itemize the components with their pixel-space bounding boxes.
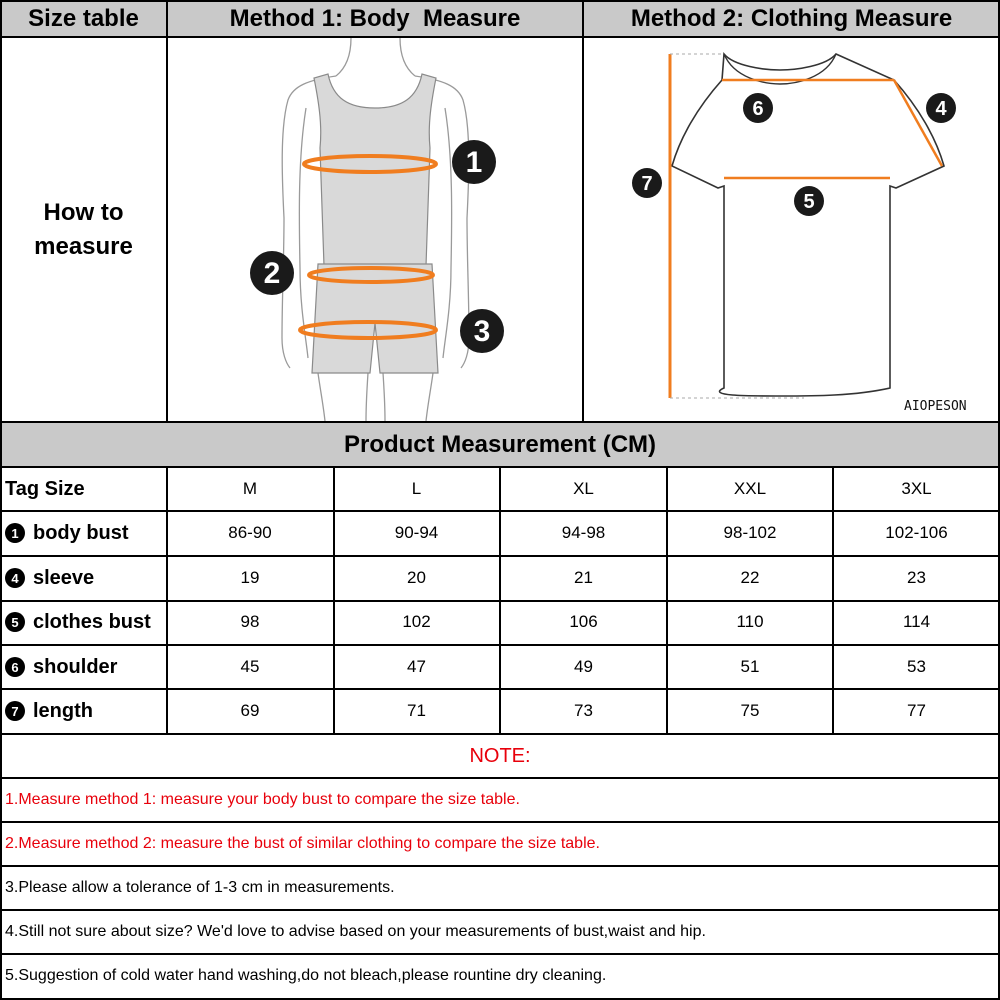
grid-vline xyxy=(333,466,335,733)
row-label-length xyxy=(0,689,172,733)
row-label-text: sleeve xyxy=(33,566,95,589)
method1-title: Method 1: Body Measure xyxy=(229,4,521,32)
row-label-text: body bust xyxy=(33,521,129,544)
note-line-2: 2.Measure method 2: measure the bust of similar clothing to compare the size table. xyxy=(5,835,600,852)
row-label-sleeve xyxy=(0,556,172,600)
table-cell: 110 xyxy=(736,612,764,631)
body-measure-illustration xyxy=(168,38,582,421)
grid-hline xyxy=(0,865,1000,867)
svg-text:1: 1 xyxy=(465,146,483,179)
svg-text:3: 3 xyxy=(473,315,491,348)
grid-vline xyxy=(166,0,168,421)
header-method1 xyxy=(167,0,583,37)
table-cell: 53 xyxy=(907,657,926,676)
size-M: M xyxy=(242,479,258,498)
table-cell: 19 xyxy=(240,568,260,587)
marker-4 xyxy=(926,93,956,123)
brand-label: AIOPESON xyxy=(904,399,967,414)
table-cell: 23 xyxy=(907,568,926,587)
marker-1 xyxy=(452,140,496,184)
grid-hline xyxy=(0,36,1000,38)
table-cell: 102 xyxy=(402,612,431,631)
size-table-title: Size table xyxy=(28,4,139,32)
table-cell: 49 xyxy=(574,657,593,676)
marker-5 xyxy=(794,186,824,216)
table-cell: 114 xyxy=(902,612,931,631)
table-cell: 47 xyxy=(407,657,426,676)
marker-7 xyxy=(632,168,662,198)
row-label-text: length xyxy=(33,699,93,722)
table-cell: 102-106 xyxy=(885,523,948,542)
grid-hline xyxy=(0,909,1000,911)
marker-6 xyxy=(743,93,773,123)
svg-text:2: 2 xyxy=(263,257,281,290)
svg-text:6: 6 xyxy=(752,98,764,120)
grid-hline xyxy=(0,0,1000,2)
grid-hline xyxy=(0,733,1000,735)
header-method2 xyxy=(583,0,1000,37)
tag-size-label: Tag Size xyxy=(5,477,85,500)
table-cell: 51 xyxy=(740,657,760,676)
table-cell: 98-102 xyxy=(723,523,777,542)
row-label-shoulder xyxy=(0,645,172,689)
row-label-text: shoulder xyxy=(33,655,118,678)
note-line-1: 1.Measure method 1: measure your body bust to compare the size table. xyxy=(5,791,520,808)
table-cell: 94-98 xyxy=(561,523,606,542)
row-number-badge: 5 xyxy=(5,612,25,632)
note-title: NOTE: xyxy=(469,744,531,767)
grid-hline xyxy=(0,777,1000,779)
svg-text:7: 7 xyxy=(641,173,653,195)
marker-3 xyxy=(460,309,504,353)
how-to-measure-label xyxy=(0,37,167,422)
size-XXL: XXL xyxy=(733,479,767,498)
table-cell: 71 xyxy=(407,701,426,720)
row-label-body-bust xyxy=(0,511,172,555)
note-line-5: 5.Suggestion of cold water hand washing,do not bleach,please rountine dry cleaning. xyxy=(5,967,607,984)
table-cell: 106 xyxy=(569,612,598,631)
svg-text:4: 4 xyxy=(935,98,947,120)
note-line-4: 4.Still not sure about size? We'd love to advise based on your measurements of bust,waist and hip. xyxy=(5,923,706,940)
table-cell: 21 xyxy=(574,568,593,587)
row-number-badge: 1 xyxy=(5,523,25,543)
row-number-badge: 4 xyxy=(5,568,25,588)
table-cell: 86-90 xyxy=(228,523,272,542)
header-size-table xyxy=(0,0,167,37)
row-label-clothes-bust xyxy=(0,600,172,644)
row-label-text: clothes bust xyxy=(33,610,151,633)
grid-vline xyxy=(0,0,2,1000)
table-cell: 75 xyxy=(740,701,760,720)
row-number-badge: 6 xyxy=(5,657,25,677)
how-to-line2: measure xyxy=(34,232,133,260)
marker-2 xyxy=(250,251,294,295)
method2-title: Method 2: Clothing Measure xyxy=(630,4,953,32)
grid-hline xyxy=(0,953,1000,955)
table-cell: 69 xyxy=(240,701,260,720)
product-measurement-title: Product Measurement (CM) xyxy=(343,430,657,458)
table-cell: 73 xyxy=(574,701,593,720)
table-cell: 77 xyxy=(907,701,926,720)
size-L: L xyxy=(411,479,422,498)
grid-hline xyxy=(0,821,1000,823)
svg-text:5: 5 xyxy=(803,191,815,213)
grid-vline xyxy=(832,466,834,733)
table-cell: 90-94 xyxy=(394,523,439,542)
table-cell: 22 xyxy=(740,568,760,587)
row-number-badge: 7 xyxy=(5,701,25,721)
how-to-line1: How to xyxy=(43,198,124,226)
table-cell: 98 xyxy=(240,612,260,631)
product-measurement-header xyxy=(0,422,1000,467)
table-cell: 20 xyxy=(407,568,426,587)
grid-vline xyxy=(499,466,501,733)
grid-vline xyxy=(666,466,668,733)
grid-vline xyxy=(166,466,168,733)
clothing-measure-illustration xyxy=(584,38,999,421)
table-cell: 45 xyxy=(240,657,260,676)
grid-hline xyxy=(0,421,1000,423)
size-3XL: 3XL xyxy=(901,479,932,498)
size-XL: XL xyxy=(573,479,594,498)
note-line-3: 3.Please allow a tolerance of 1-3 cm in measurements. xyxy=(5,879,395,896)
grid-vline xyxy=(582,0,584,421)
